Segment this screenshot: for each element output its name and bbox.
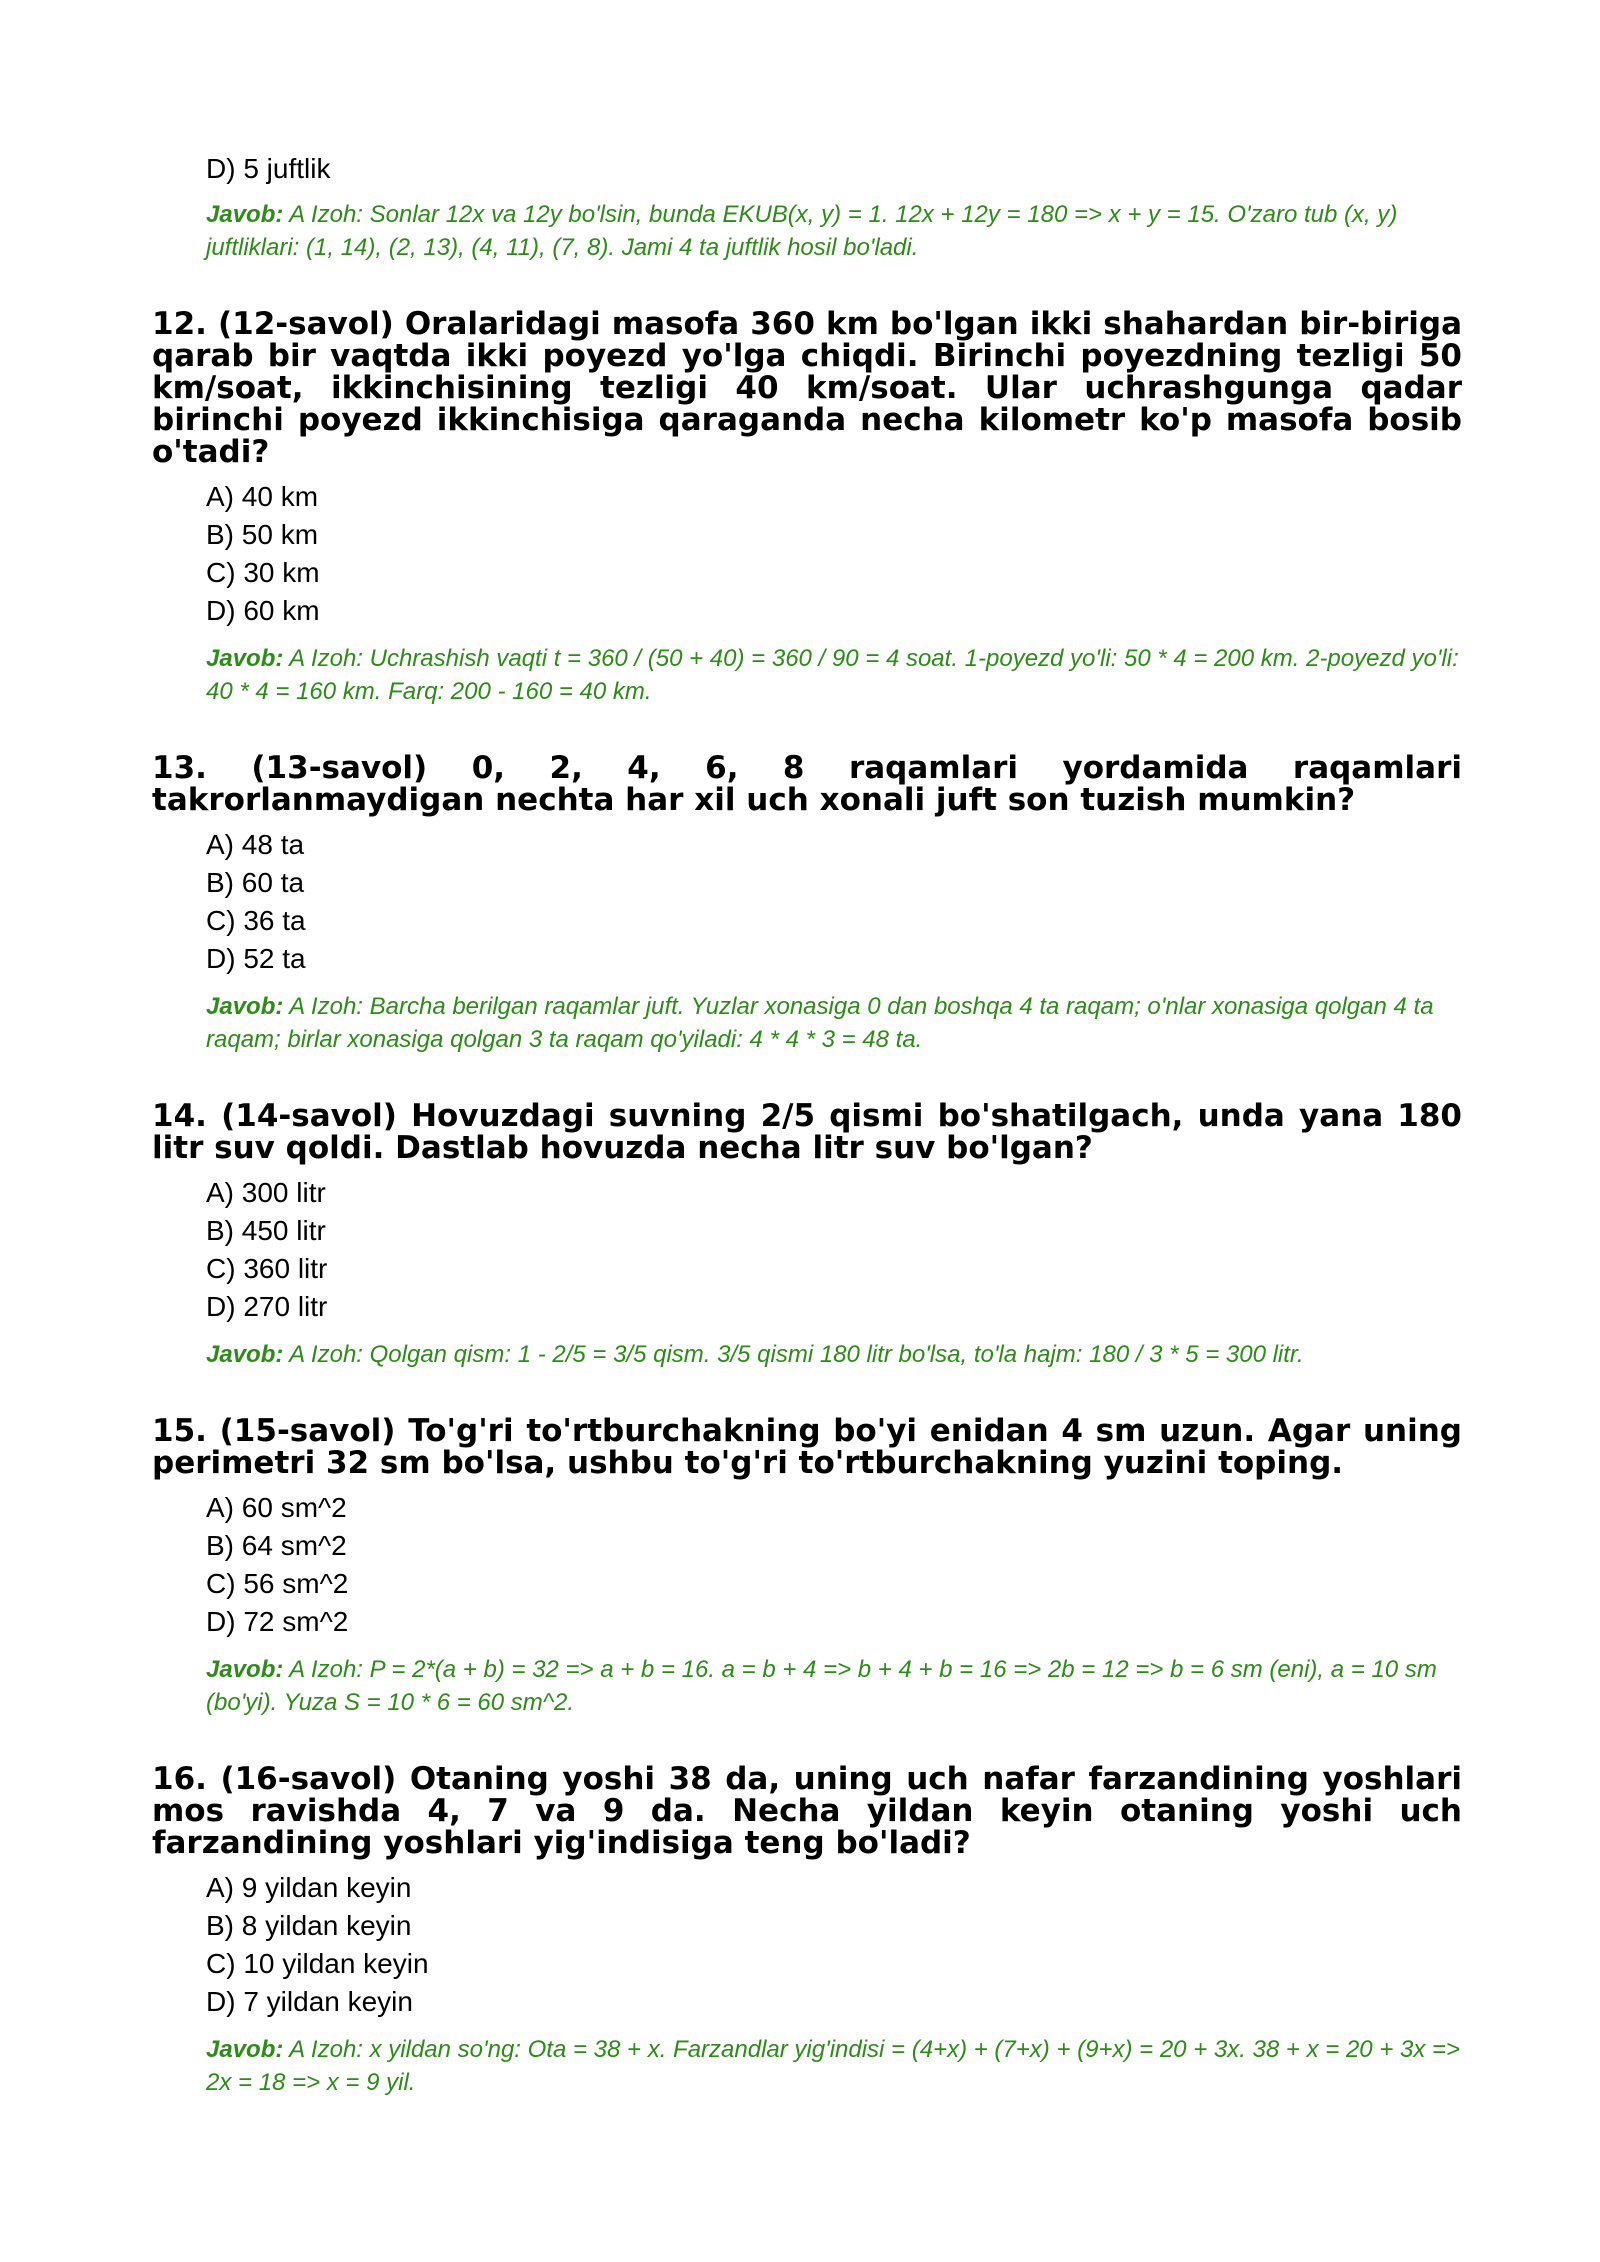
- answer-label: Javob:: [206, 645, 284, 672]
- option-a: A) 60 sm^2: [206, 1492, 347, 1523]
- option-c: C) 30 km: [206, 557, 320, 588]
- option-d: D) 60 km: [206, 595, 320, 626]
- option-d: D) 270 litr: [206, 1291, 328, 1322]
- previous-question-answer: [206, 198, 1462, 264]
- previous-question-option-d: D) 5 juftlik: [206, 153, 331, 184]
- question-13: [152, 752, 1462, 1056]
- answer-explanation: A Izoh: x yildan so'ng: Ota = 38 + x. Farzandlar yig'indisi = (4+x) + (7+x) + (9+x) = 20 + 3x. 38 + x = 20 + 3x => 2x = 18 => x = 9 yil.: [206, 2036, 1461, 2096]
- question-text: 12. (12-savol) Oralaridagi masofa 360 km bo'lgan ikki shahardan bir-biriga qarab bir vaqtda ikki poyezd yo'lga chiqdi. Birinchi poyezdning tezligi 50 km/soat, ikkinchisining tezligi 40 km/soat. Ular uchrashgunga qadar birinchi poyezd ikkinchisiga qaraganda necha kilometr ko'p masofa bosib o'tadi?: [152, 306, 1462, 470]
- answer-explanation: A Izoh: P = 2*(a + b) = 32 => a + b = 16. a = b + 4 => b + 4 + b = 16 => 2b = 12 => b = 6 sm (eni), a = 10 sm (bo'yi). Yuza S = 10 * 6 = 60 sm^2.: [206, 1656, 1437, 1716]
- option-a: A) 9 yildan keyin: [206, 1872, 412, 1903]
- option-b: B) 50 km: [206, 519, 319, 550]
- option-b: B) 450 litr: [206, 1215, 326, 1246]
- option-c: C) 10 yildan keyin: [206, 1948, 429, 1979]
- question-text: 16. (16-savol) Otaning yoshi 38 da, uning uch nafar farzandining yoshlari mos ravishda 4, 7 va 9 da. Necha yildan keyin otaning yoshi uch farzandining yoshlari yig'indisiga teng bo'ladi?: [152, 1761, 1462, 1861]
- answer-block: [206, 2033, 1462, 2099]
- answer-block: [206, 1653, 1462, 1719]
- question-15: [152, 1415, 1462, 1719]
- answer-explanation: A Izoh: Barcha berilgan raqamlar juft. Yuzlar xonasiga 0 dan boshqa 4 ta raqam; o'nlar xonasiga qolgan 4 ta raqam; birlar xonasiga qolgan 3 ta raqam qo'yiladi: 4 * 4 * 3 = 48 ta.: [206, 993, 1434, 1053]
- answer-label: Javob:: [206, 201, 284, 228]
- option-list: [152, 1869, 1462, 2021]
- option-a: A) 40 km: [206, 481, 319, 512]
- document-page: [152, 150, 1462, 2099]
- option-a: A) 48 ta: [206, 829, 305, 860]
- option-b: B) 60 ta: [206, 867, 305, 898]
- option-list: [152, 1174, 1462, 1326]
- answer-label: Javob:: [206, 993, 284, 1020]
- option-b: B) 8 yildan keyin: [206, 1910, 412, 1941]
- question-16: [152, 1763, 1462, 2099]
- answer-block: [206, 990, 1462, 1056]
- option-a: A) 300 litr: [206, 1177, 326, 1208]
- option-b: B) 64 sm^2: [206, 1530, 347, 1561]
- question-12: [152, 308, 1462, 708]
- option-c: C) 360 litr: [206, 1253, 328, 1284]
- option-d: D) 52 ta: [206, 943, 306, 974]
- answer-explanation: A Izoh: Qolgan qism: 1 - 2/5 = 3/5 qism. 3/5 qismi 180 litr bo'lsa, to'la hajm: 180 / 3 * 5 = 300 litr.: [283, 1341, 1304, 1368]
- option-c: C) 56 sm^2: [206, 1568, 349, 1599]
- question-14: [152, 1100, 1462, 1371]
- question-text: 15. (15-savol) To'g'ri to'rtburchakning bo'yi enidan 4 sm uzun. Agar uning perimetri 32 sm bo'lsa, ushbu to'g'ri to'rtburchakning yuzini toping.: [152, 1413, 1462, 1481]
- answer-explanation: A Izoh: Uchrashish vaqti t = 360 / (50 + 40) = 360 / 90 = 4 soat. 1-poyezd yo'li: 50 * 4 = 200 km. 2-poyezd yo'li: 40 * 4 = 160 km. Farq: 200 - 160 = 40 km.: [206, 645, 1459, 705]
- option-c: C) 36 ta: [206, 905, 306, 936]
- option-list: [152, 826, 1462, 978]
- question-text: 13. (13-savol) 0, 2, 4, 6, 8 raqamlari yordamida raqamlari takrorlanmaydigan nechta har xil uch xonali juft son tuzish mumkin?: [152, 750, 1462, 818]
- answer-explanation: A Izoh: Sonlar 12x va 12y bo'lsin, bunda EKUB(x, y) = 1. 12x + 12y = 180 => x + y = 15. O'zaro tub (x, y) juftliklari: (1, 14), (2, 13), (4, 11), (7, 8). Jami 4 ta juftlik hosil bo'ladi.: [206, 201, 1398, 261]
- question-text: 14. (14-savol) Hovuzdagi suvning 2/5 qismi bo'shatilgach, unda yana 180 litr suv qoldi. Dastlab hovuzda necha litr suv bo'lgan?: [152, 1098, 1462, 1166]
- option-d: D) 7 yildan keyin: [206, 1986, 413, 2017]
- answer-block: [206, 1338, 1462, 1371]
- option-d: D) 72 sm^2: [206, 1606, 349, 1637]
- answer-label: Javob:: [206, 1341, 284, 1368]
- answer-block: [206, 642, 1462, 708]
- answer-label: Javob:: [206, 1656, 284, 1683]
- answer-label: Javob:: [206, 2036, 284, 2063]
- option-list: [152, 1489, 1462, 1641]
- option-list: [152, 478, 1462, 630]
